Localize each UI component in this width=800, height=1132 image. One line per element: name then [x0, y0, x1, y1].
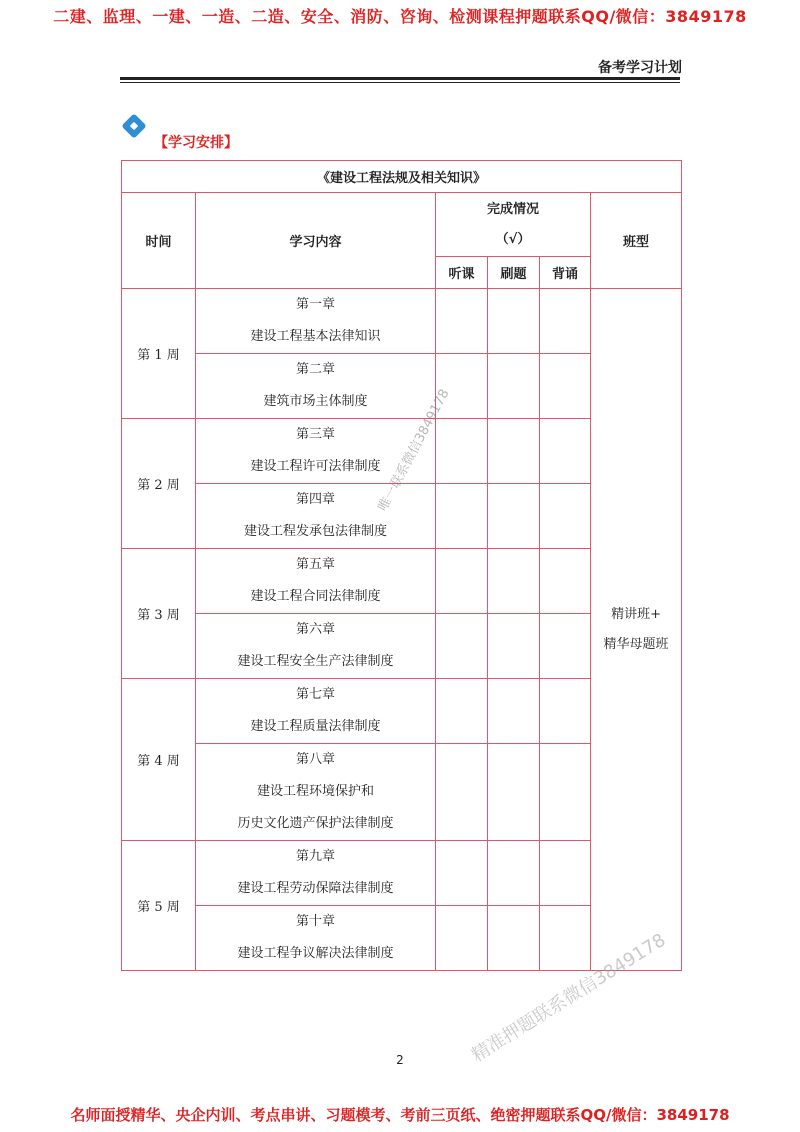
chapter-number: 第一章	[295, 297, 335, 312]
header-content: 学习内容	[196, 193, 436, 289]
check-cell-practice[interactable]	[488, 841, 540, 906]
check-cell-recite[interactable]	[540, 549, 591, 614]
check-cell-recite[interactable]	[540, 419, 591, 484]
chapter-title: 建设工程合同法律制度	[250, 589, 381, 604]
chapter-cell	[196, 744, 436, 841]
chapter-title: 建设工程劳动保障法律制度	[237, 881, 394, 896]
page-header-title: 备考学习计划	[598, 60, 682, 76]
chapter-cell	[196, 354, 436, 419]
chapter-cell	[196, 841, 436, 906]
chapter-number: 第三章	[295, 427, 335, 442]
chapter-number: 第七章	[295, 687, 335, 702]
check-cell-listen[interactable]	[436, 744, 488, 841]
check-cell-listen[interactable]	[436, 289, 488, 354]
header-time: 时间	[122, 193, 196, 289]
bottom-promo-banner: 名师面授精华、央企内训、考点串讲、习题模考、考前三页纸、绝密押题联系QQ/微信：3849178	[70, 1106, 730, 1124]
check-cell-recite[interactable]	[540, 484, 591, 549]
chapter-number: 第十章	[295, 914, 335, 929]
chapter-title: 建筑市场主体制度	[263, 394, 368, 409]
chapter-title: 建设工程安全生产法律制度	[237, 654, 394, 669]
watermark-middle: 唯一联系微信3849178	[375, 386, 453, 514]
chapter-title: 建设工程发承包法律制度	[243, 524, 387, 539]
header-rule-thin	[120, 82, 680, 83]
check-cell-practice[interactable]	[488, 289, 540, 354]
study-plan-table	[121, 160, 682, 971]
week-label: 第 5 周	[122, 841, 196, 971]
check-cell-practice[interactable]	[488, 484, 540, 549]
check-cell-listen[interactable]	[436, 549, 488, 614]
check-cell-practice[interactable]	[488, 614, 540, 679]
header-practice: 刷题	[488, 257, 540, 289]
chapter-cell	[196, 614, 436, 679]
class-type-line2: 精华母题班	[603, 636, 669, 652]
chapter-number: 第六章	[295, 622, 335, 637]
header-completion-mark: （√）	[495, 231, 531, 247]
section-title: 【学习安排】	[154, 135, 238, 151]
chapter-title: 建设工程质量法律制度	[250, 719, 381, 734]
header-completion	[436, 193, 591, 257]
chapter-number: 第四章	[295, 492, 335, 507]
check-cell-listen[interactable]	[436, 679, 488, 744]
check-cell-recite[interactable]	[540, 906, 591, 971]
check-cell-practice[interactable]	[488, 549, 540, 614]
check-cell-recite[interactable]	[540, 744, 591, 841]
table-row	[122, 289, 682, 354]
check-cell-recite[interactable]	[540, 679, 591, 744]
check-cell-practice[interactable]	[488, 354, 540, 419]
week-label: 第 3 周	[122, 549, 196, 679]
check-cell-recite[interactable]	[540, 841, 591, 906]
chapter-title: 历史文化遗产保护法律制度	[237, 816, 394, 831]
watermark-bottom: 精准押题联系微信3849178	[468, 929, 670, 1067]
chapter-number: 第八章	[295, 752, 335, 767]
class-type-line1: 精讲班+	[611, 606, 661, 622]
chapter-number: 第五章	[295, 557, 335, 572]
header-rule-thick	[120, 77, 680, 80]
chapter-title: 建设工程许可法律制度	[250, 459, 381, 474]
check-cell-practice[interactable]	[488, 906, 540, 971]
header-class-type: 班型	[591, 193, 682, 289]
check-cell-practice[interactable]	[488, 679, 540, 744]
check-cell-practice[interactable]	[488, 419, 540, 484]
chapter-number: 第九章	[295, 849, 335, 864]
header-listen: 听课	[436, 257, 488, 289]
table-title: 《建设工程法规及相关知识》	[122, 161, 682, 193]
check-cell-listen[interactable]	[436, 841, 488, 906]
chapter-cell	[196, 549, 436, 614]
check-cell-recite[interactable]	[540, 354, 591, 419]
page-number: 2	[396, 1053, 404, 1067]
check-cell-recite[interactable]	[540, 289, 591, 354]
top-promo-banner: 二建、监理、一建、一造、二造、安全、消防、咨询、检测课程押题联系QQ/微信：3849178	[53, 7, 747, 26]
chapter-number: 第二章	[295, 362, 335, 377]
class-type-cell	[591, 289, 682, 971]
chapter-cell	[196, 906, 436, 971]
check-cell-practice[interactable]	[488, 744, 540, 841]
week-label: 第 1 周	[122, 289, 196, 419]
check-cell-listen[interactable]	[436, 906, 488, 971]
chapter-title: 建设工程基本法律知识	[250, 329, 381, 344]
chapter-cell	[196, 679, 436, 744]
chapter-title: 建设工程争议解决法律制度	[237, 946, 394, 961]
week-label: 第 2 周	[122, 419, 196, 549]
check-cell-listen[interactable]	[436, 484, 488, 549]
diamond-bullet-icon	[121, 113, 146, 138]
chapter-cell	[196, 289, 436, 354]
header-completion-label: 完成情况	[486, 201, 539, 217]
chapter-title: 建设工程环境保护和	[256, 784, 374, 799]
check-cell-listen[interactable]	[436, 614, 488, 679]
check-cell-listen[interactable]	[436, 419, 488, 484]
header-recite: 背诵	[540, 257, 591, 289]
check-cell-recite[interactable]	[540, 614, 591, 679]
week-label: 第 4 周	[122, 679, 196, 841]
